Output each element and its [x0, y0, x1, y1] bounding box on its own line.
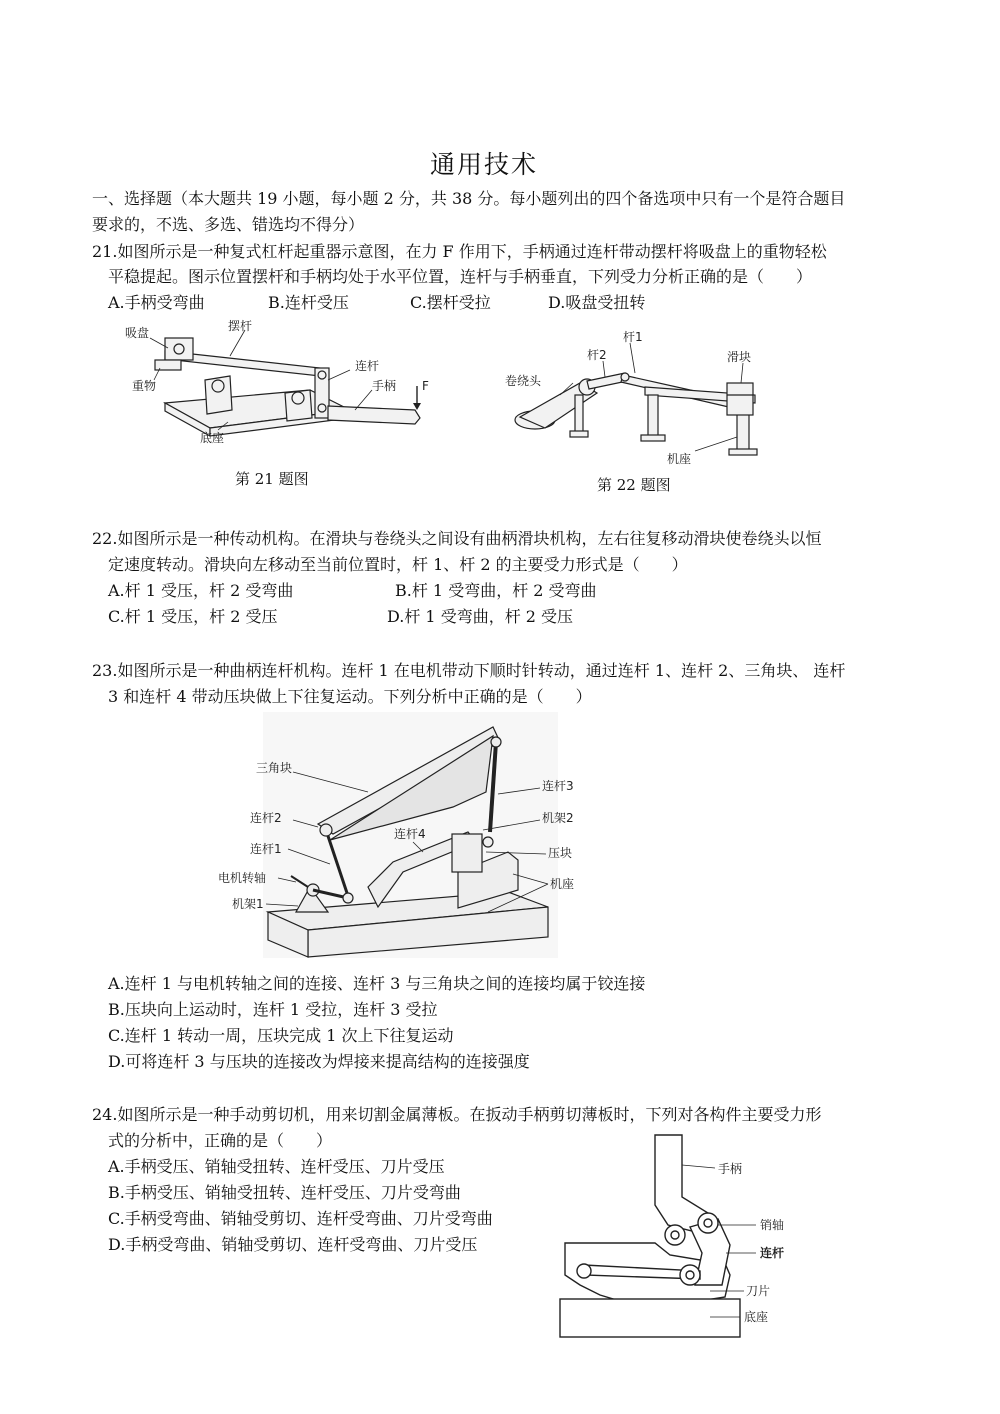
q21-caption: 第 21 题图 — [235, 470, 309, 488]
q21-figure — [110, 318, 450, 458]
q22-caption: 第 22 题图 — [597, 476, 671, 494]
q21-option-a: A.手柄受弯曲 — [108, 293, 205, 312]
q23-label-link2: 连杆2 — [250, 811, 282, 825]
q24-stem-line-2: 式的分析中，正确的是（ ） — [108, 1131, 333, 1150]
q23-label-link4: 连杆4 — [394, 827, 426, 841]
q23-option-c: C.连杆 1 转动一周，压块完成 1 次上下往复运动 — [108, 1026, 454, 1045]
q21-label-swing: 摆杆 — [228, 319, 253, 333]
q22-option-b: B.杆 1 受弯曲，杆 2 受弯曲 — [395, 581, 597, 600]
q23-label-triangle: 三角块 — [256, 761, 293, 775]
q24-label-handle: 手柄 — [718, 1162, 743, 1176]
q21-label-handle: 手柄 — [372, 379, 397, 393]
q21-label-link: 连杆 — [355, 359, 380, 373]
q23-label-base: 机座 — [550, 877, 575, 891]
q21-label-force: F — [422, 379, 429, 393]
q23-label-frame1: 机架1 — [232, 897, 264, 911]
q22-label-rod1: 杆1 — [623, 330, 643, 344]
q23-stem-line-1: 23.如图所示是一种曲柄连杆机构。连杆 1 在电机带动下顺时针转动，通过连杆 1、连杆 2、三角块、 连杆 — [92, 661, 846, 680]
q23-figure — [218, 712, 588, 962]
q23-label-link1: 连杆1 — [250, 842, 282, 856]
q24-label-pin: 销轴 — [760, 1218, 785, 1232]
q21-option-b: B.连杆受压 — [268, 293, 349, 312]
q23-stem-line-2: 3 和连杆 4 带动压块做上下往复运动。下列分析中正确的是（ ） — [108, 687, 592, 706]
q23-label-shaft: 电机转轴 — [218, 871, 267, 885]
q24-option-a: A.手柄受压、销轴受扭转、连杆受压、刀片受压 — [108, 1157, 445, 1176]
q21-option-d: D.吸盘受扭转 — [548, 293, 646, 312]
page-title: 通用技术 — [430, 150, 539, 179]
q22-label-frame: 机座 — [667, 452, 692, 466]
q22-stem-line-1: 22.如图所示是一种传动机构。在滑块与卷绕头之间设有曲柄滑块机构，左右往复移动滑块使卷绕头以恒 — [92, 529, 822, 548]
q21-stem-line-2: 平稳提起。图示位置摆杆和手柄均处于水平位置，连杆与手柄垂直，下列受力分析正确的是（ ） — [108, 267, 813, 286]
q21-label-base: 底座 — [200, 431, 225, 445]
q22-figure — [505, 325, 775, 470]
q22-option-d: D.杆 1 受弯曲，杆 2 受压 — [387, 607, 574, 626]
q21-label-weight: 重物 — [132, 379, 157, 393]
q23-label-link3: 连杆3 — [542, 779, 574, 793]
q24-option-c: C.手柄受弯曲、销轴受剪切、连杆受弯曲、刀片受弯曲 — [108, 1209, 493, 1228]
section-line-1: 一、选择题（本大题共 19 小题，每小题 2 分，共 38 分。每小题列出的四个备选项中只有一个是符合题目 — [92, 189, 846, 208]
q21-label-suction: 吸盘 — [125, 326, 150, 340]
q23-label-frame2: 机架2 — [542, 811, 574, 825]
q24-figure — [560, 1135, 820, 1340]
q22-label-slider: 滑块 — [727, 350, 752, 364]
q22-label-head: 卷绕头 — [505, 374, 542, 388]
q23-option-b: B.压块向上运动时，连杆 1 受拉，连杆 3 受拉 — [108, 1000, 438, 1019]
q23-option-a: A.连杆 1 与电机转轴之间的连接、连杆 3 与三角块之间的连接均属于铰连接 — [108, 974, 646, 993]
q23-option-d: D.可将连杆 3 与压块的连接改为焊接来提高结构的连接强度 — [108, 1052, 530, 1071]
q23-label-press: 压块 — [548, 846, 573, 860]
q22-option-a: A.杆 1 受压，杆 2 受弯曲 — [108, 581, 294, 600]
q22-option-c: C.杆 1 受压，杆 2 受压 — [108, 607, 278, 626]
q24-stem-line-1: 24.如图所示是一种手动剪切机，用来切割金属薄板。在扳动手柄剪切薄板时，下列对各构件主要受力形 — [92, 1105, 822, 1124]
q22-stem-line-2: 定速度转动。滑块向左移动至当前位置时，杆 1、杆 2 的主要受力形式是（ ） — [108, 555, 688, 574]
q21-option-c: C.摆杆受拉 — [410, 293, 491, 312]
q24-option-d: D.手柄受弯曲、销轴受剪切、连杆受弯曲、刀片受压 — [108, 1235, 478, 1254]
q24-label-blade: 刀片 — [746, 1284, 771, 1298]
q21-stem-line-1: 21.如图所示是一种复式杠杆起重器示意图，在力 F 作用下，手柄通过连杆带动摆杆将吸盘上的重物轻松 — [92, 242, 827, 261]
q24-label-link: 连杆 — [760, 1246, 785, 1260]
q24-label-base: 底座 — [744, 1310, 769, 1324]
section-line-2: 要求的，不选、多选、错选均不得分） — [92, 215, 365, 234]
q22-label-rod2: 杆2 — [587, 348, 607, 362]
q24-option-b: B.手柄受压、销轴受扭转、连杆受压、刀片受弯曲 — [108, 1183, 461, 1202]
